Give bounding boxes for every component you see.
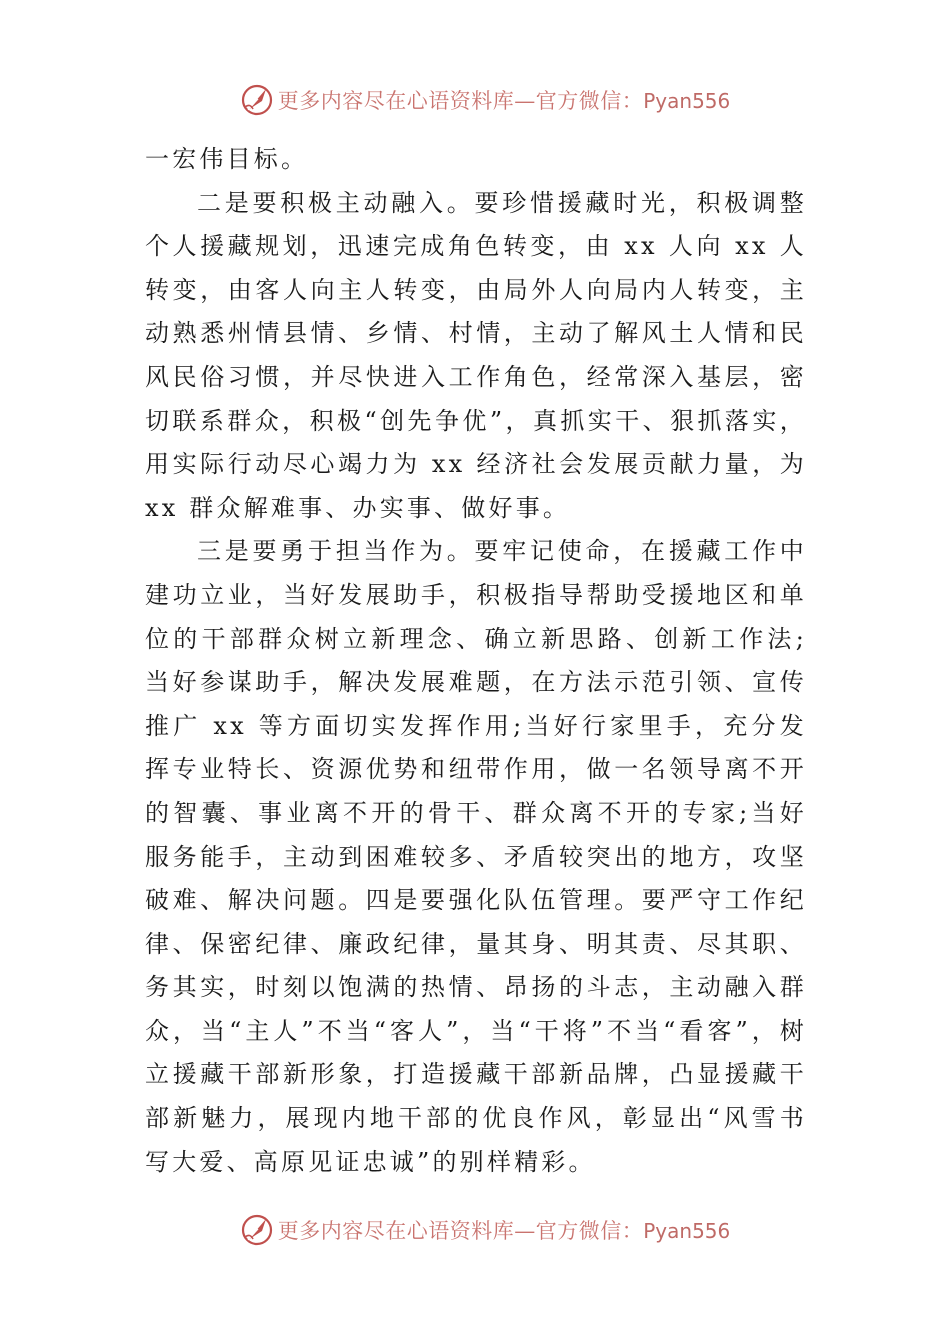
quill-logo-icon xyxy=(240,1213,274,1247)
quill-logo-icon xyxy=(240,83,274,117)
paragraph-integration: 二是要积极主动融入。要珍惜援藏时光，积极调整个人援藏规划，迅速完成角色转变，由 xx 人向 xx 人转变，由客人向主人转变，由局外人向局内人转变，主动熟悉州情县情、乡情、村情，主动了解风土人情和民风民俗习惯，并尽快进入工作角色，经常深入基层，密切联系群众，积极“创先争优”，真抓实干、狠抓落实，用实际行动尽心竭力为 xx 经济社会发展贡献力量，为 xx 群众解难事、办实事、做好事。 xyxy=(145,188,807,522)
banner-wechat-id: Pyan556 xyxy=(643,1219,731,1243)
paragraph-responsibility: 三是要勇于担当作为。要牢记使命，在援藏工作中建功立业，当好发展助手，积极指导帮助受援地区和单位的干部群众树立新理念、确立新思路、创新工作法;当好参谋助手，解决发展难题，在方法示范引领、宣传推广 xx 等方面切实发挥作用;当好行家里手，充分发挥专业特长、资源优势和纽带作用，做一名领导离不开的智囊、事业离不开的骨干、群众离不开的专家;当好服务能手，主动到困难较多、矛盾较突出的地方，攻坚破难、解决问题。四是要强化队伍管理。要严守工作纪律、保密纪律、廉政纪律，量其身、明其责、尽其职、务其实，时刻以饱满的热情、昂扬的斗志，主动融入群众，当“主人”不当“客人”，当“干将”不当“看客”，树立援藏干部新形象，打造援藏干部新品牌，凸显援藏干部新魅力，展现内地干部的优良作风，彰显出“风雪书写大爱、高原见证忠诚”的别样精彩。 xyxy=(145,537,807,1176)
banner-site-text: 更多内容尽在心语资料库—官方微信： xyxy=(277,1219,644,1243)
header-banner xyxy=(0,80,950,120)
banner-content xyxy=(240,1213,731,1247)
document-body xyxy=(145,138,807,1184)
paragraph-continuation: 一宏伟目标。 xyxy=(145,145,309,173)
footer-banner xyxy=(0,1210,950,1250)
banner-content xyxy=(240,83,731,117)
banner-text xyxy=(278,85,731,115)
banner-site-text: 更多内容尽在心语资料库—官方微信： xyxy=(277,89,644,113)
banner-text xyxy=(278,1215,731,1245)
banner-wechat-id: Pyan556 xyxy=(643,89,731,113)
